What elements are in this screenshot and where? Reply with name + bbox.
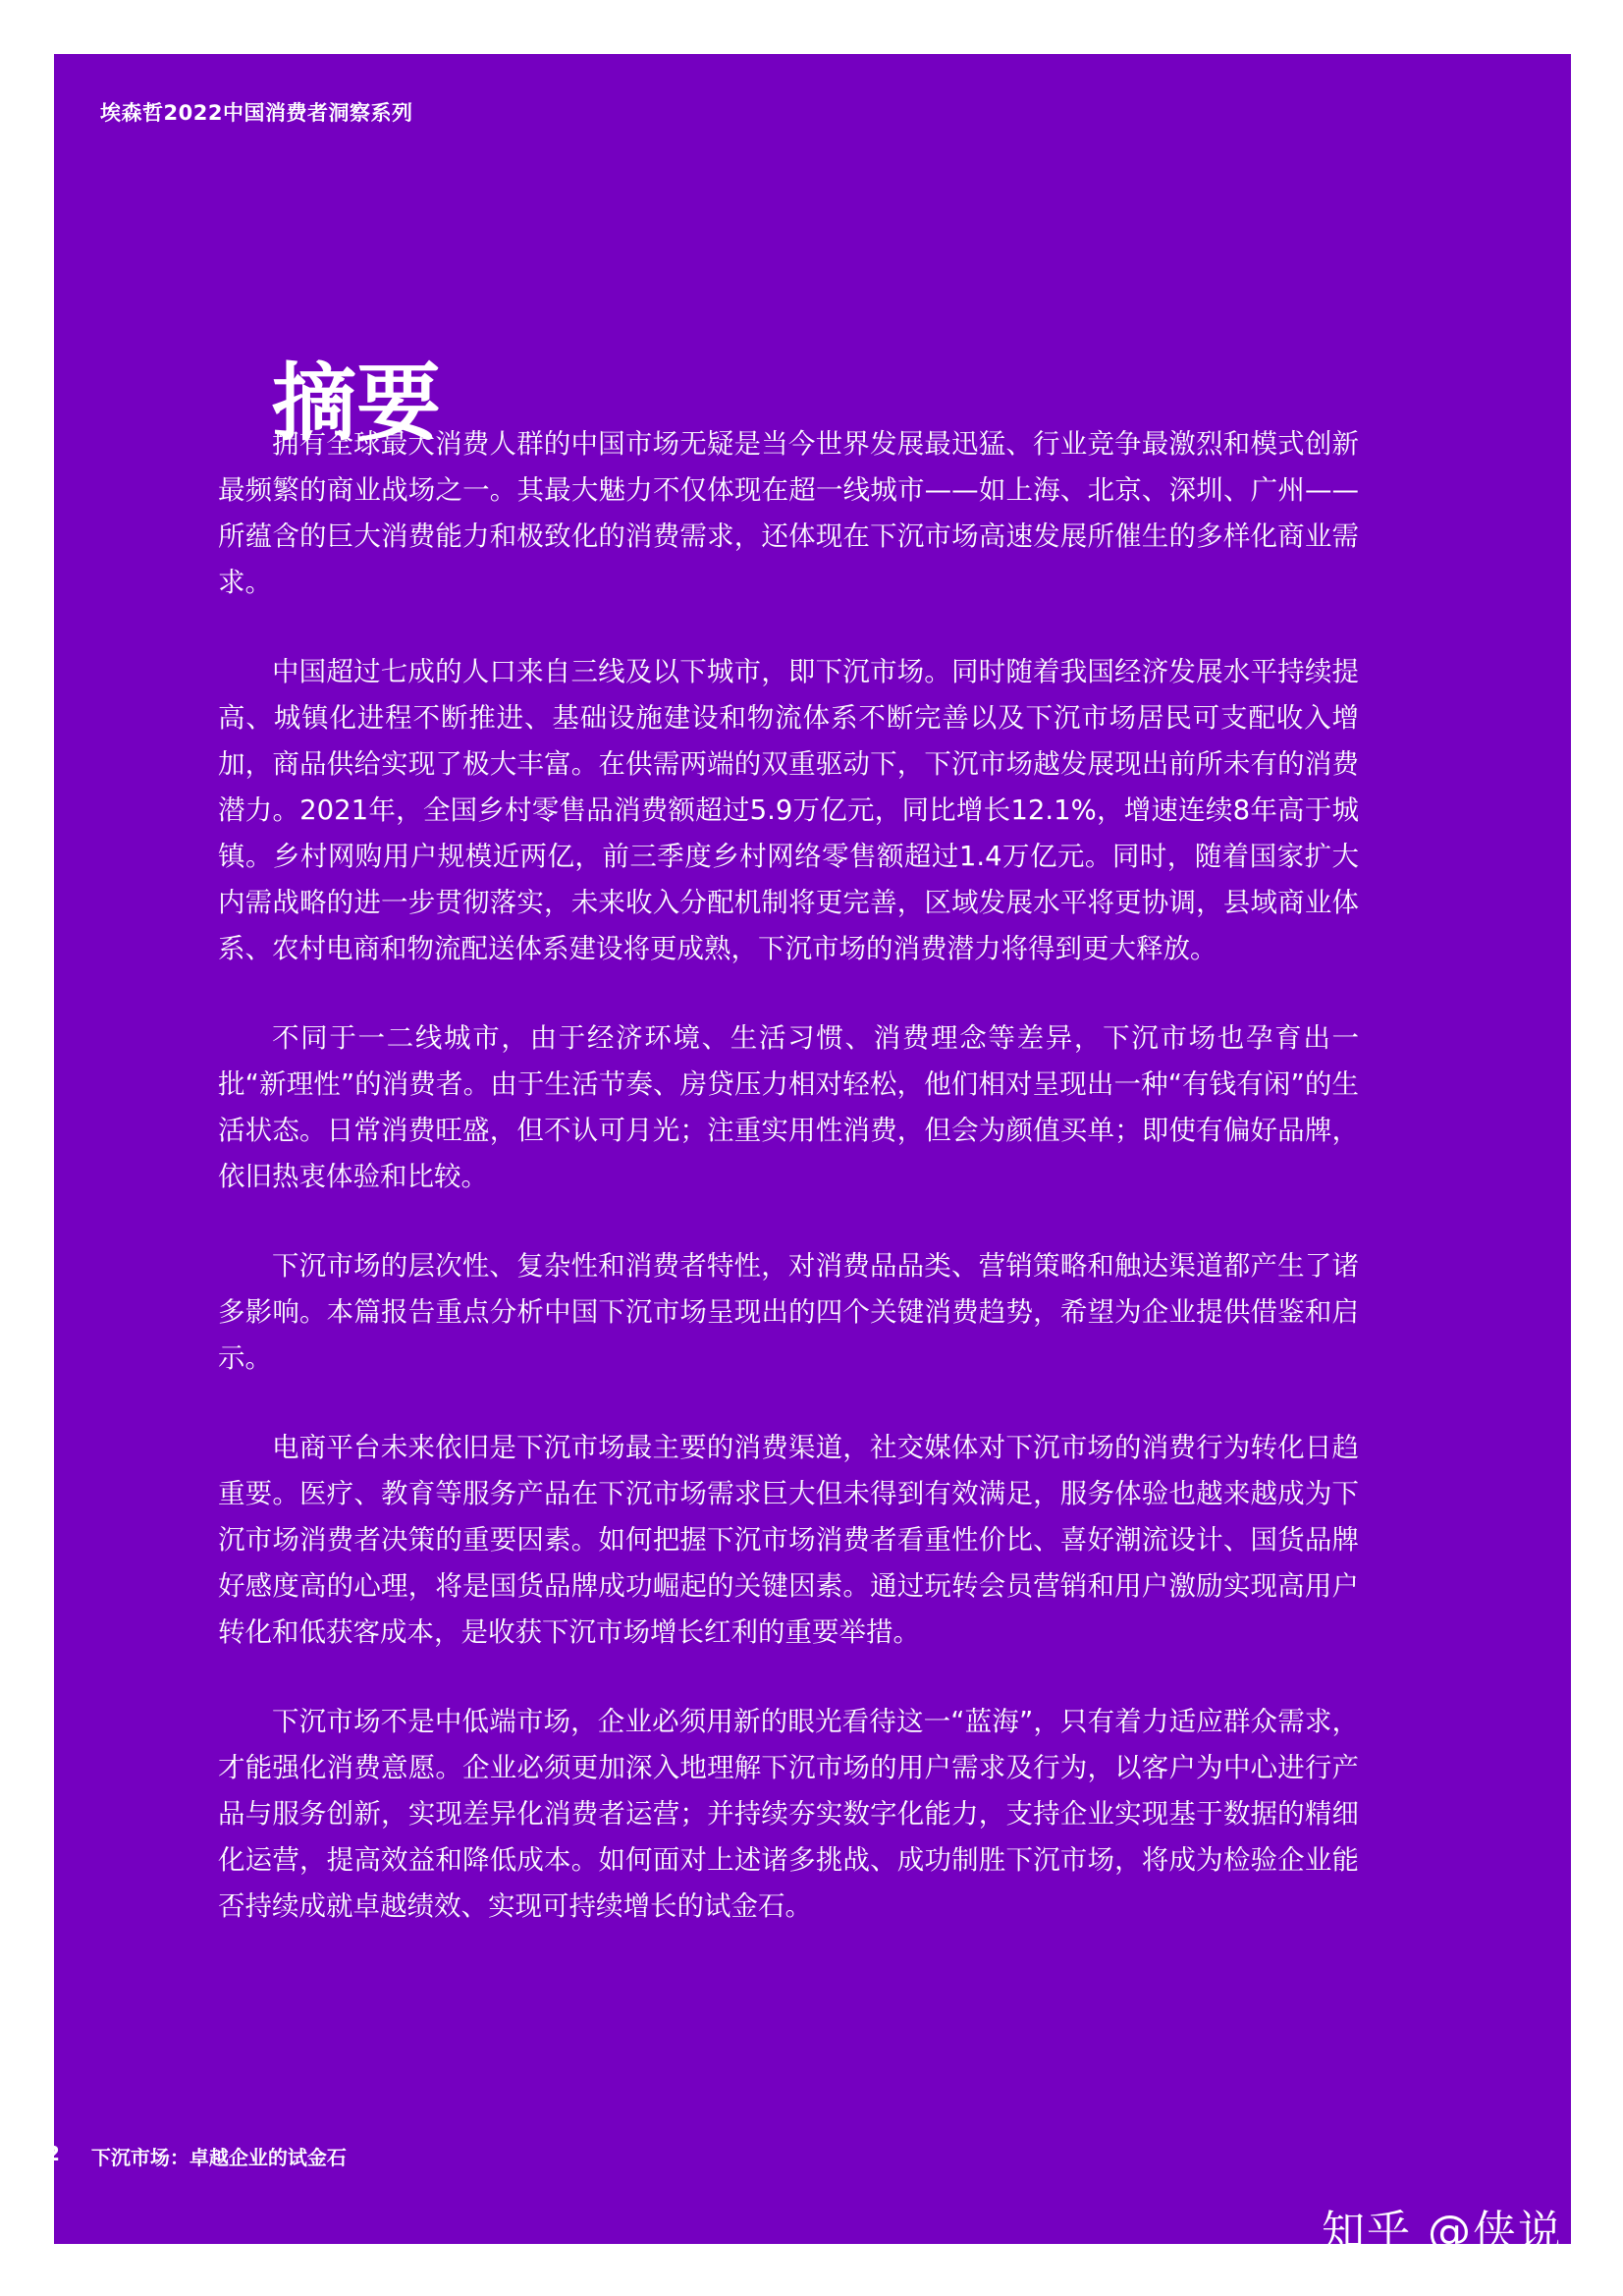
paragraph-6: 下沉市场不是中低端市场，企业必须用新的眼光看待这一“蓝海”，只有着力适应群众需求，才能强化消费意愿。企业必须更加深入地理解下沉市场的用户需求及行为，以客户为中心进行产品与服务创新，实现差异化消费者运营；并持续夯实数字化能力，支持企业实现基于数据的精细化运营，提高效益和降低成本。如何面对上述诸多挑战、成功制胜下沉市场，将成为检验企业能否持续成就卓越绩效、实现可持续增长的试金石。 (218, 1706, 1359, 1922)
abstract-body (218, 421, 1359, 1973)
footer-doc-title: 下沉市场：卓越企业的试金石 (90, 2146, 347, 2169)
paragraph-2: 中国超过七成的人口来自三线及以下城市，即下沉市场。同时随着我国经济发展水平持续提高、城镇化进程不断推进、基础设施建设和物流体系不断完善以及下沉市场居民可支配收入增加，商品供给实现了极大丰富。在供需两端的双重驱动下，下沉市场越发展现出前所未有的消费潜力。2021年，全国乡村零售品消费额超过5.9万亿元，同比增长12.1%，增速连续8年高于城镇。乡村网购用户规模近两亿，前三季度乡村网络零售额超过1.4万亿元。同时，随着国家扩大内需战略的进一步贯彻落实，未来收入分配机制将更完善，区域发展水平将更协调，县域商业体系、农村电商和物流配送体系建设将更成熟，下沉市场的消费潜力将得到更大释放。 (218, 656, 1359, 964)
paragraph-1: 拥有全球最大消费人群的中国市场无疑是当今世界发展最迅猛、行业竞争最激烈和模式创新最频繁的商业战场之一。其最大魅力不仅体现在超一线城市——如上海、北京、深圳、广州——所蕴含的巨大消费能力和极致化的消费需求，还体现在下沉市场高速发展所催生的多样化商业需求。 (218, 428, 1359, 598)
page-number: 2 (46, 2142, 60, 2165)
paragraph-5: 电商平台未来依旧是下沉市场最主要的消费渠道，社交媒体对下沉市场的消费行为转化日趋重要。医疗、教育等服务产品在下沉市场需求巨大但未得到有效满足，服务体验也越来越成为下沉市场消费者决策的重要因素。如何把握下沉市场消费者看重性价比、喜好潮流设计、国货品牌好感度高的心理，将是国货品牌成功崛起的关键因素。通过玩转会员营销和用户激励实现高用户转化和低获客成本，是收获下沉市场增长红利的重要举措。 (218, 1432, 1359, 1648)
page-title: 摘要 (272, 354, 441, 453)
watermark: 知乎 @侠说 (1322, 2207, 1563, 2257)
page-footer (46, 2142, 347, 2170)
paragraph-3: 不同于一二线城市，由于经济环境、生活习惯、消费理念等差异，下沉市场也孕育出一批“新理性”的消费者。由于生活节奏、房贷压力相对轻松，他们相对呈现出一种“有钱有闲”的生活状态。日常消费旺盛，但不认可月光；注重实用性消费，但会为颜值买单；即使有偏好品牌，依旧热衷体验和比较。 (218, 1022, 1359, 1192)
paragraph-4: 下沉市场的层次性、复杂性和消费者特性，对消费品品类、营销策略和触达渠道都产生了诸多影响。本篇报告重点分析中国下沉市场呈现出的四个关键消费趋势，希望为企业提供借鉴和启示。 (218, 1250, 1359, 1374)
series-title: 埃森哲2022中国消费者洞察系列 (100, 101, 413, 125)
